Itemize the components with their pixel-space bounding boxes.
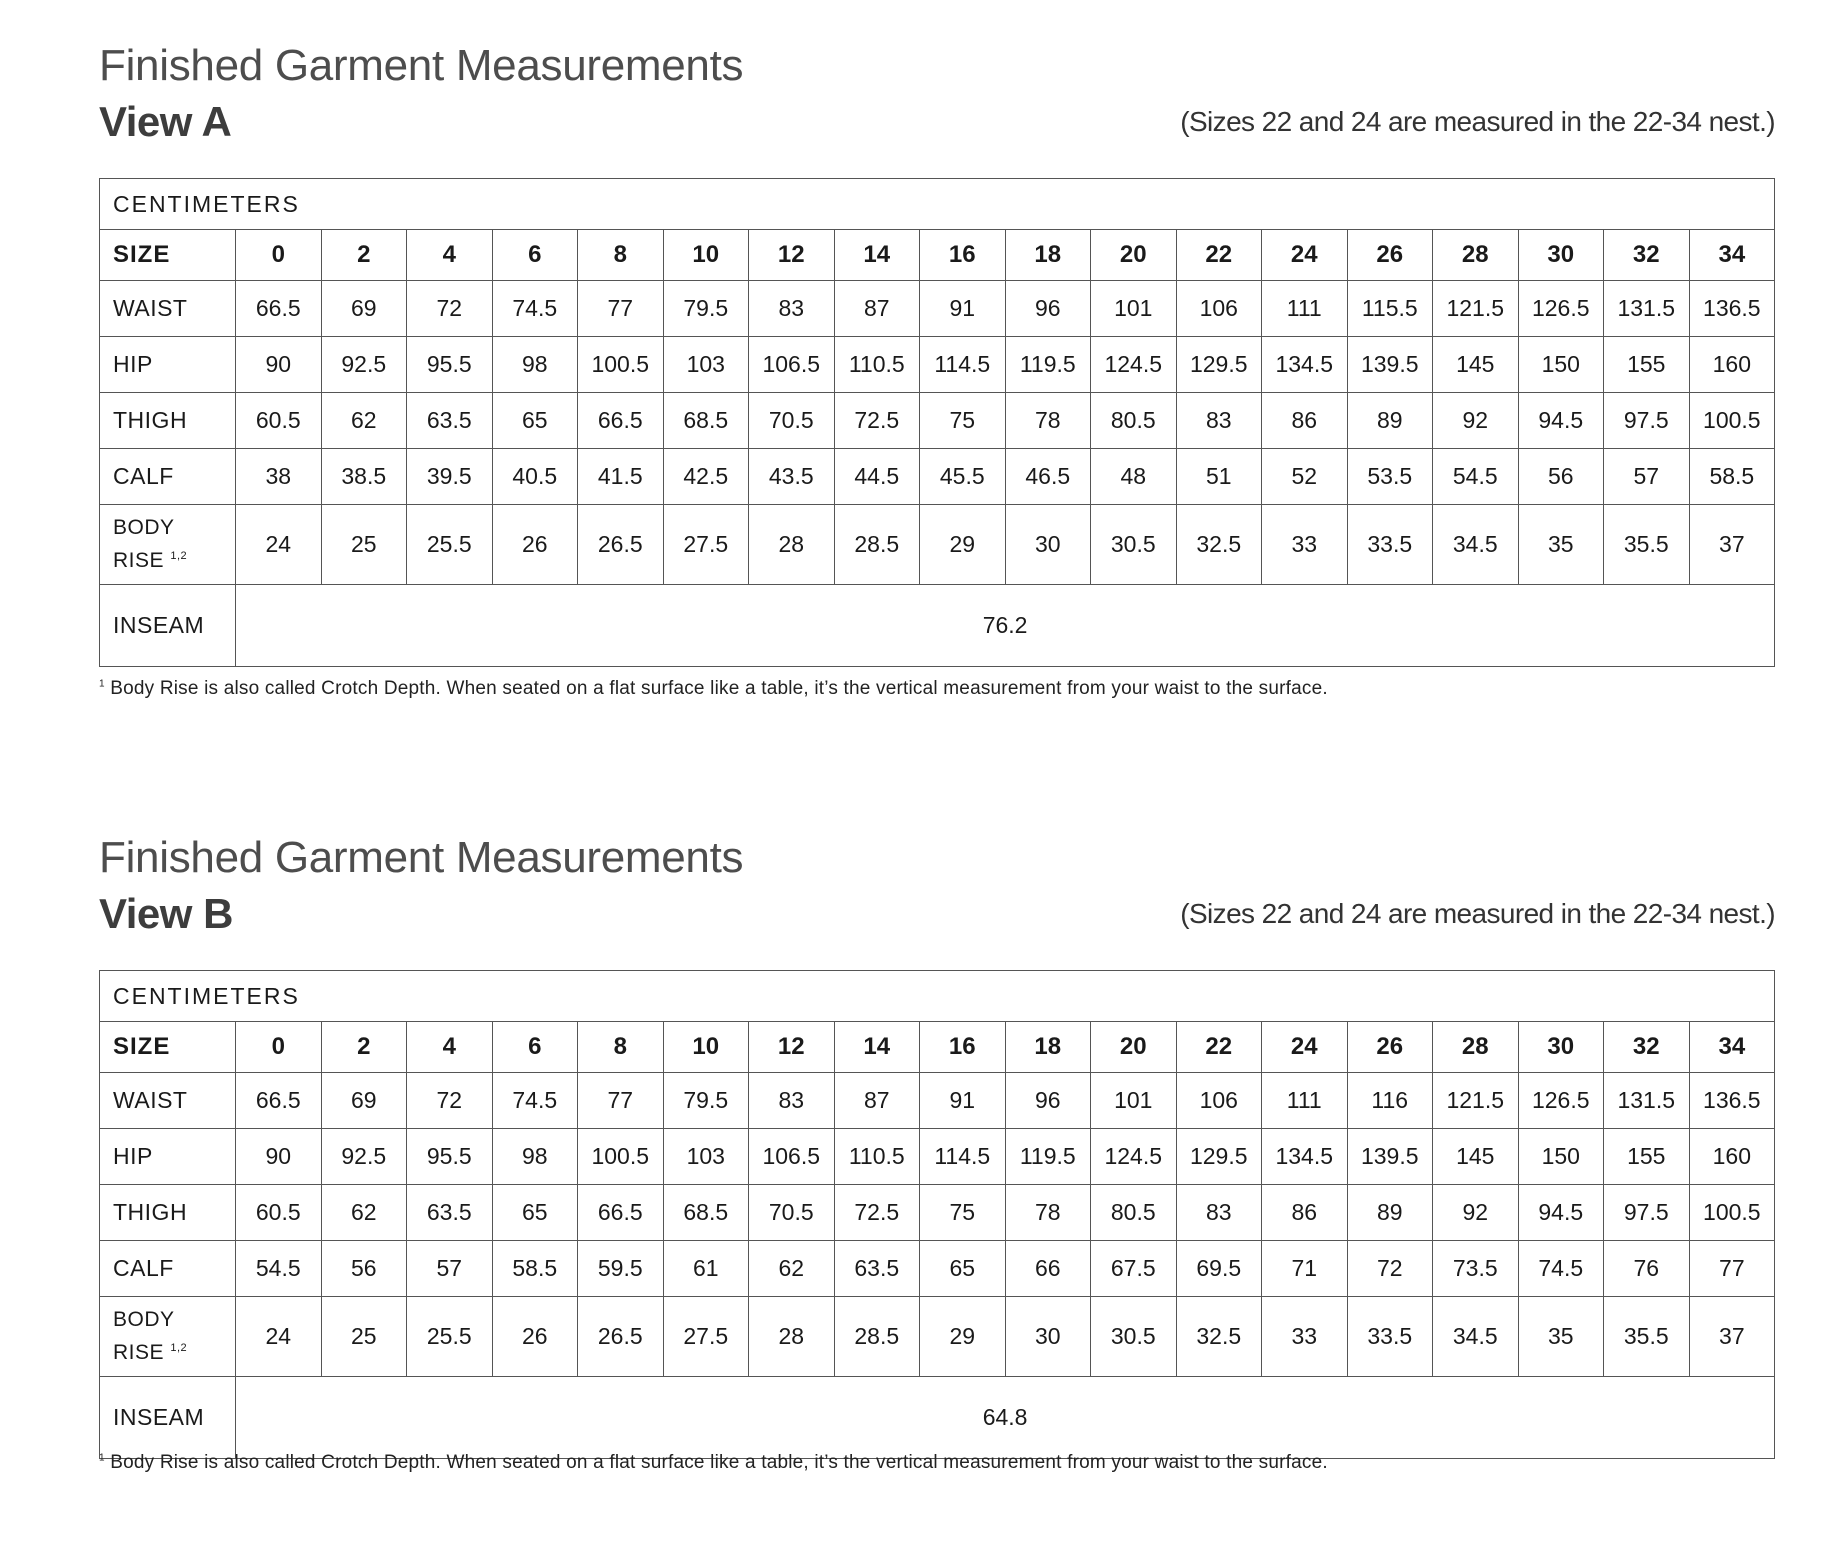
table-cell: 72.5 bbox=[834, 393, 920, 449]
table-cell: 63.5 bbox=[407, 393, 493, 449]
table-cell: 74.5 bbox=[492, 1073, 578, 1129]
table-cell: 28 bbox=[749, 505, 835, 585]
row-label: CALF bbox=[100, 449, 236, 505]
body-rise-label-line2: RISE bbox=[113, 549, 165, 572]
table-cell: 51 bbox=[1176, 449, 1262, 505]
table-cell: 126.5 bbox=[1518, 1073, 1604, 1129]
table-cell: 79.5 bbox=[663, 281, 749, 337]
table-cell: 66.5 bbox=[236, 281, 322, 337]
inseam-value: 76.2 bbox=[236, 585, 1775, 667]
table-cell: 155 bbox=[1604, 1129, 1690, 1185]
table-cell: 92 bbox=[1433, 1185, 1519, 1241]
table-cell: 83 bbox=[749, 1073, 835, 1129]
table-cell: 77 bbox=[578, 1073, 664, 1129]
inseam-label: INSEAM bbox=[100, 1377, 236, 1459]
table-cell: 91 bbox=[920, 1073, 1006, 1129]
size-header-cell: 24 bbox=[1262, 1022, 1348, 1073]
table-cell: 97.5 bbox=[1604, 393, 1690, 449]
table-cell: 80.5 bbox=[1091, 1185, 1177, 1241]
size-header-cell: 28 bbox=[1433, 1022, 1519, 1073]
table-cell: 45.5 bbox=[920, 449, 1006, 505]
table-cell: 39.5 bbox=[407, 449, 493, 505]
table-cell: 145 bbox=[1433, 1129, 1519, 1185]
size-header-row bbox=[100, 230, 1775, 281]
table-cell: 63.5 bbox=[834, 1241, 920, 1297]
row-label: THIGH bbox=[100, 393, 236, 449]
table-cell: 110.5 bbox=[834, 337, 920, 393]
view-header bbox=[99, 886, 1775, 946]
footnote-mark: 1 bbox=[99, 678, 105, 690]
footnote-text: Body Rise is also called Crotch Depth. When seated on a flat surface like a table, it’s the vertical measurement from your waist to the surface. bbox=[110, 678, 1328, 699]
footnote bbox=[99, 678, 1328, 700]
table-cell: 124.5 bbox=[1091, 1129, 1177, 1185]
table-cell: 24 bbox=[236, 505, 322, 585]
table-cell: 46.5 bbox=[1005, 449, 1091, 505]
table-cell: 79.5 bbox=[663, 1073, 749, 1129]
table-cell: 139.5 bbox=[1347, 1129, 1433, 1185]
nest-note: (Sizes 22 and 24 are measured in the 22-34 nest.) bbox=[1180, 898, 1775, 929]
body-rise-label bbox=[100, 505, 236, 585]
view-label: View A bbox=[99, 98, 232, 145]
table-cell: 92.5 bbox=[321, 337, 407, 393]
table-cell: 90 bbox=[236, 1129, 322, 1185]
body-rise-label-line1: BODY bbox=[113, 516, 175, 539]
view-header bbox=[99, 94, 1775, 154]
size-header-cell: 22 bbox=[1176, 1022, 1262, 1073]
table-cell: 32.5 bbox=[1176, 505, 1262, 585]
table-cell: 129.5 bbox=[1176, 1129, 1262, 1185]
size-header-cell: 34 bbox=[1689, 230, 1775, 281]
table-cell: 67.5 bbox=[1091, 1241, 1177, 1297]
table-cell: 96 bbox=[1005, 1073, 1091, 1129]
table-cell: 33.5 bbox=[1347, 505, 1433, 585]
size-header-cell: 18 bbox=[1005, 230, 1091, 281]
table-cell: 69 bbox=[321, 281, 407, 337]
table-cell: 80.5 bbox=[1091, 393, 1177, 449]
table-cell: 60.5 bbox=[236, 1185, 322, 1241]
table-cell: 59.5 bbox=[578, 1241, 664, 1297]
table-cell: 98 bbox=[492, 337, 578, 393]
row-label: THIGH bbox=[100, 1185, 236, 1241]
table-cell: 35 bbox=[1518, 505, 1604, 585]
table-cell: 24 bbox=[236, 1297, 322, 1377]
table-cell: 38 bbox=[236, 449, 322, 505]
table-cell: 92 bbox=[1433, 393, 1519, 449]
size-header-cell: 0 bbox=[236, 230, 322, 281]
table-cell: 68.5 bbox=[663, 1185, 749, 1241]
table-cell: 29 bbox=[920, 1297, 1006, 1377]
table-cell: 33 bbox=[1262, 505, 1348, 585]
table-cell: 74.5 bbox=[1518, 1241, 1604, 1297]
table-cell: 30 bbox=[1005, 1297, 1091, 1377]
size-header-cell: 16 bbox=[920, 230, 1006, 281]
table-cell: 71 bbox=[1262, 1241, 1348, 1297]
table-cell: 72.5 bbox=[834, 1185, 920, 1241]
size-header-cell: 0 bbox=[236, 1022, 322, 1073]
size-header-cell: 10 bbox=[663, 1022, 749, 1073]
size-header-cell: 30 bbox=[1518, 1022, 1604, 1073]
table-cell: 68.5 bbox=[663, 393, 749, 449]
table-cell: 106.5 bbox=[749, 337, 835, 393]
size-header-cell: 10 bbox=[663, 230, 749, 281]
footnote-ref: 1,2 bbox=[170, 1342, 188, 1354]
table-cell: 91 bbox=[920, 281, 1006, 337]
table-cell: 114.5 bbox=[920, 1129, 1006, 1185]
table-cell: 42.5 bbox=[663, 449, 749, 505]
table-cell: 66.5 bbox=[578, 393, 664, 449]
table-cell: 83 bbox=[749, 281, 835, 337]
size-header-cell: 8 bbox=[578, 1022, 664, 1073]
table-cell: 25 bbox=[321, 505, 407, 585]
view-b-section bbox=[99, 830, 1775, 1473]
units-label: CENTIMETERS bbox=[100, 179, 1775, 230]
page-title: Finished Garment Measurements bbox=[99, 41, 744, 90]
size-header-cell: 26 bbox=[1347, 1022, 1433, 1073]
units-row bbox=[100, 971, 1775, 1022]
table-cell: 26 bbox=[492, 1297, 578, 1377]
table-cell: 56 bbox=[1518, 449, 1604, 505]
size-header-cell: 26 bbox=[1347, 230, 1433, 281]
table-cell: 100.5 bbox=[1689, 393, 1775, 449]
size-header-cell: 32 bbox=[1604, 230, 1690, 281]
view-label: View B bbox=[99, 890, 233, 937]
table-cell: 90 bbox=[236, 337, 322, 393]
inseam-row bbox=[100, 1377, 1775, 1459]
table-cell: 25 bbox=[321, 1297, 407, 1377]
table-cell: 145 bbox=[1433, 337, 1519, 393]
table-cell: 121.5 bbox=[1433, 281, 1519, 337]
units-label: CENTIMETERS bbox=[100, 971, 1775, 1022]
table-cell: 70.5 bbox=[749, 1185, 835, 1241]
table-cell: 139.5 bbox=[1347, 337, 1433, 393]
table-cell: 106.5 bbox=[749, 1129, 835, 1185]
table-cell: 94.5 bbox=[1518, 1185, 1604, 1241]
size-header-cell: 8 bbox=[578, 230, 664, 281]
table-cell: 94.5 bbox=[1518, 393, 1604, 449]
table-cell: 131.5 bbox=[1604, 1073, 1690, 1129]
size-header-cell: 22 bbox=[1176, 230, 1262, 281]
table-cell: 136.5 bbox=[1689, 281, 1775, 337]
inseam-value: 64.8 bbox=[236, 1377, 1775, 1459]
table-cell: 62 bbox=[321, 393, 407, 449]
view-a-section bbox=[99, 38, 1775, 699]
table-row bbox=[100, 1241, 1775, 1297]
table-cell: 110.5 bbox=[834, 1129, 920, 1185]
row-label: HIP bbox=[100, 1129, 236, 1185]
footnote-text: Body Rise is also called Crotch Depth. When seated on a flat surface like a table, it’s the vertical measurement from your waist to the surface. bbox=[110, 1452, 1328, 1473]
table-cell: 160 bbox=[1689, 1129, 1775, 1185]
table-cell: 106 bbox=[1176, 1073, 1262, 1129]
table-cell: 73.5 bbox=[1433, 1241, 1519, 1297]
size-header-cell: 14 bbox=[834, 1022, 920, 1073]
size-header-cell: 20 bbox=[1091, 1022, 1177, 1073]
table-cell: 75 bbox=[920, 1185, 1006, 1241]
table-cell: 92.5 bbox=[321, 1129, 407, 1185]
table-cell: 126.5 bbox=[1518, 281, 1604, 337]
inseam-label: INSEAM bbox=[100, 585, 236, 667]
table-cell: 61 bbox=[663, 1241, 749, 1297]
table-cell: 98 bbox=[492, 1129, 578, 1185]
table-cell: 65 bbox=[492, 1185, 578, 1241]
table-cell: 56 bbox=[321, 1241, 407, 1297]
size-label: SIZE bbox=[100, 230, 236, 281]
table-cell: 52 bbox=[1262, 449, 1348, 505]
table-cell: 77 bbox=[1689, 1241, 1775, 1297]
table-cell: 121.5 bbox=[1433, 1073, 1519, 1129]
table-cell: 35.5 bbox=[1604, 1297, 1690, 1377]
table-cell: 134.5 bbox=[1262, 337, 1348, 393]
table-cell: 28.5 bbox=[834, 1297, 920, 1377]
body-rise-label bbox=[100, 1297, 236, 1377]
size-header-cell: 12 bbox=[749, 230, 835, 281]
table-cell: 95.5 bbox=[407, 1129, 493, 1185]
table-cell: 114.5 bbox=[920, 337, 1006, 393]
table-cell: 28 bbox=[749, 1297, 835, 1377]
table-cell: 72 bbox=[1347, 1241, 1433, 1297]
table-cell: 66 bbox=[1005, 1241, 1091, 1297]
table-cell: 62 bbox=[749, 1241, 835, 1297]
table-cell: 72 bbox=[407, 281, 493, 337]
table-cell: 53.5 bbox=[1347, 449, 1433, 505]
size-header-cell: 12 bbox=[749, 1022, 835, 1073]
size-header-cell: 32 bbox=[1604, 1022, 1690, 1073]
table-cell: 40.5 bbox=[492, 449, 578, 505]
table-row bbox=[100, 1129, 1775, 1185]
table-cell: 150 bbox=[1518, 337, 1604, 393]
inseam-row bbox=[100, 585, 1775, 667]
table-cell: 103 bbox=[663, 1129, 749, 1185]
measurements-table bbox=[99, 178, 1775, 667]
table-cell: 150 bbox=[1518, 1129, 1604, 1185]
table-row bbox=[100, 1185, 1775, 1241]
footnote bbox=[99, 1452, 1328, 1474]
table-cell: 62 bbox=[321, 1185, 407, 1241]
table-row bbox=[100, 337, 1775, 393]
table-cell: 57 bbox=[407, 1241, 493, 1297]
size-header-cell: 24 bbox=[1262, 230, 1348, 281]
footnote-ref: 1,2 bbox=[170, 550, 188, 562]
table-cell: 100.5 bbox=[578, 337, 664, 393]
table-cell: 119.5 bbox=[1005, 337, 1091, 393]
table-row bbox=[100, 1073, 1775, 1129]
table-cell: 160 bbox=[1689, 337, 1775, 393]
size-header-cell: 16 bbox=[920, 1022, 1006, 1073]
table-cell: 30.5 bbox=[1091, 505, 1177, 585]
table-cell: 58.5 bbox=[492, 1241, 578, 1297]
table-cell: 83 bbox=[1176, 1185, 1262, 1241]
table-cell: 101 bbox=[1091, 281, 1177, 337]
size-header-cell: 4 bbox=[407, 1022, 493, 1073]
row-label: WAIST bbox=[100, 281, 236, 337]
table-cell: 35.5 bbox=[1604, 505, 1690, 585]
table-cell: 26.5 bbox=[578, 1297, 664, 1377]
size-header-cell: 6 bbox=[492, 230, 578, 281]
size-header-cell: 2 bbox=[321, 230, 407, 281]
table-cell: 78 bbox=[1005, 1185, 1091, 1241]
table-cell: 34.5 bbox=[1433, 1297, 1519, 1377]
body-rise-row bbox=[100, 1297, 1775, 1377]
table-cell: 87 bbox=[834, 1073, 920, 1129]
table-cell: 35 bbox=[1518, 1297, 1604, 1377]
table-cell: 37 bbox=[1689, 1297, 1775, 1377]
table-cell: 100.5 bbox=[1689, 1185, 1775, 1241]
table-cell: 83 bbox=[1176, 393, 1262, 449]
measurements-table bbox=[99, 970, 1775, 1459]
table-cell: 100.5 bbox=[578, 1129, 664, 1185]
size-header-cell: 14 bbox=[834, 230, 920, 281]
table-cell: 26 bbox=[492, 505, 578, 585]
table-cell: 95.5 bbox=[407, 337, 493, 393]
table-cell: 60.5 bbox=[236, 393, 322, 449]
table-cell: 29 bbox=[920, 505, 1006, 585]
table-cell: 77 bbox=[578, 281, 664, 337]
table-cell: 134.5 bbox=[1262, 1129, 1348, 1185]
table-cell: 74.5 bbox=[492, 281, 578, 337]
table-cell: 58.5 bbox=[1689, 449, 1775, 505]
table-cell: 70.5 bbox=[749, 393, 835, 449]
table-row bbox=[100, 281, 1775, 337]
table-cell: 44.5 bbox=[834, 449, 920, 505]
table-cell: 155 bbox=[1604, 337, 1690, 393]
nest-note: (Sizes 22 and 24 are measured in the 22-34 nest.) bbox=[1180, 106, 1775, 137]
table-cell: 103 bbox=[663, 337, 749, 393]
table-cell: 78 bbox=[1005, 393, 1091, 449]
table-cell: 27.5 bbox=[663, 1297, 749, 1377]
table-cell: 101 bbox=[1091, 1073, 1177, 1129]
table-cell: 96 bbox=[1005, 281, 1091, 337]
table-cell: 33 bbox=[1262, 1297, 1348, 1377]
table-cell: 38.5 bbox=[321, 449, 407, 505]
table-cell: 26.5 bbox=[578, 505, 664, 585]
table-cell: 136.5 bbox=[1689, 1073, 1775, 1129]
size-header-cell: 30 bbox=[1518, 230, 1604, 281]
table-cell: 65 bbox=[920, 1241, 1006, 1297]
size-header-cell: 28 bbox=[1433, 230, 1519, 281]
table-cell: 54.5 bbox=[1433, 449, 1519, 505]
table-cell: 54.5 bbox=[236, 1241, 322, 1297]
page-title: Finished Garment Measurements bbox=[99, 833, 744, 882]
table-cell: 76 bbox=[1604, 1241, 1690, 1297]
size-header-cell: 18 bbox=[1005, 1022, 1091, 1073]
table-cell: 97.5 bbox=[1604, 1185, 1690, 1241]
table-cell: 119.5 bbox=[1005, 1129, 1091, 1185]
table-cell: 106 bbox=[1176, 281, 1262, 337]
table-row bbox=[100, 449, 1775, 505]
table-cell: 89 bbox=[1347, 1185, 1433, 1241]
table-cell: 30.5 bbox=[1091, 1297, 1177, 1377]
table-cell: 87 bbox=[834, 281, 920, 337]
table-cell: 111 bbox=[1262, 281, 1348, 337]
table-cell: 63.5 bbox=[407, 1185, 493, 1241]
body-rise-row bbox=[100, 505, 1775, 585]
table-cell: 28.5 bbox=[834, 505, 920, 585]
table-cell: 43.5 bbox=[749, 449, 835, 505]
row-label: CALF bbox=[100, 1241, 236, 1297]
footnote-mark: 1 bbox=[99, 1452, 105, 1464]
table-cell: 75 bbox=[920, 393, 1006, 449]
table-cell: 48 bbox=[1091, 449, 1177, 505]
size-header-cell: 20 bbox=[1091, 230, 1177, 281]
table-cell: 111 bbox=[1262, 1073, 1348, 1129]
table-cell: 25.5 bbox=[407, 505, 493, 585]
table-cell: 66.5 bbox=[578, 1185, 664, 1241]
table-cell: 33.5 bbox=[1347, 1297, 1433, 1377]
table-cell: 41.5 bbox=[578, 449, 664, 505]
size-header-row bbox=[100, 1022, 1775, 1073]
table-cell: 37 bbox=[1689, 505, 1775, 585]
table-cell: 65 bbox=[492, 393, 578, 449]
table-cell: 115.5 bbox=[1347, 281, 1433, 337]
table-cell: 69.5 bbox=[1176, 1241, 1262, 1297]
table-cell: 86 bbox=[1262, 1185, 1348, 1241]
table-cell: 86 bbox=[1262, 393, 1348, 449]
table-row bbox=[100, 393, 1775, 449]
row-label: WAIST bbox=[100, 1073, 236, 1129]
body-rise-label-line1: BODY bbox=[113, 1308, 175, 1331]
size-label: SIZE bbox=[100, 1022, 236, 1073]
table-cell: 129.5 bbox=[1176, 337, 1262, 393]
table-cell: 131.5 bbox=[1604, 281, 1690, 337]
table-cell: 69 bbox=[321, 1073, 407, 1129]
table-cell: 25.5 bbox=[407, 1297, 493, 1377]
body-rise-label-line2: RISE bbox=[113, 1341, 165, 1364]
table-cell: 124.5 bbox=[1091, 337, 1177, 393]
table-cell: 57 bbox=[1604, 449, 1690, 505]
table-cell: 89 bbox=[1347, 393, 1433, 449]
table-cell: 34.5 bbox=[1433, 505, 1519, 585]
size-header-cell: 4 bbox=[407, 230, 493, 281]
size-header-cell: 6 bbox=[492, 1022, 578, 1073]
table-cell: 116 bbox=[1347, 1073, 1433, 1129]
table-cell: 66.5 bbox=[236, 1073, 322, 1129]
row-label: HIP bbox=[100, 337, 236, 393]
table-cell: 32.5 bbox=[1176, 1297, 1262, 1377]
table-cell: 27.5 bbox=[663, 505, 749, 585]
size-header-cell: 2 bbox=[321, 1022, 407, 1073]
table-cell: 30 bbox=[1005, 505, 1091, 585]
size-header-cell: 34 bbox=[1689, 1022, 1775, 1073]
table-cell: 72 bbox=[407, 1073, 493, 1129]
units-row bbox=[100, 179, 1775, 230]
